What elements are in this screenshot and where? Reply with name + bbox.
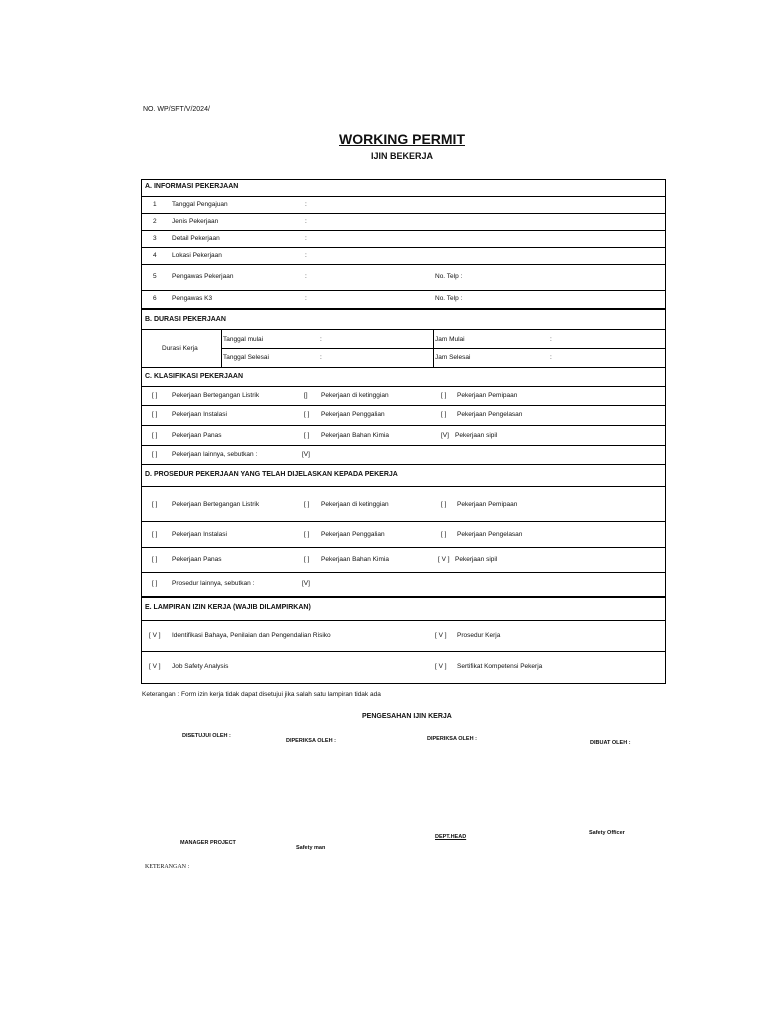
field-colon: : [550,336,552,343]
checkbox-mark[interactable]: [ V ] [149,632,161,639]
made-by-label: DIBUAT OLEH : [590,740,631,746]
section-e-heading: E. LAMPIRAN IZIN KERJA (WAJIB DILAMPIRKAN) [145,604,311,611]
row-divider [141,572,666,573]
signer-dept-head: DEPT.HEAD [435,834,467,840]
section-divider [141,308,666,310]
checkbox-mark[interactable]: [] [304,392,308,399]
durasi-kerja-label: Durasi Kerja [162,345,198,352]
option-label-lainnya: Pekerjaan lainnya, sebutkan : [172,451,258,458]
row-divider [141,521,666,522]
row-divider [141,405,666,406]
row-divider [141,329,666,330]
option-label: Pekerjaan di ketinggian [321,392,389,399]
checkbox-mark[interactable]: [ V ] [438,556,450,563]
section-c-heading: C. KLASIFIKASI PEKERJAAN [145,373,244,380]
option-label: Pekerjaan Instalasi [172,531,227,538]
checkbox-mark[interactable]: [ ] [304,411,310,418]
row-divider [141,651,666,652]
option-label: Pekerjaan Pemipaan [457,392,518,399]
checkbox-mark[interactable]: [ ] [441,531,447,538]
checkbox-mark[interactable]: [ ] [152,392,158,399]
option-label: Pekerjaan sipil [455,556,498,563]
row-divider [141,464,666,465]
field-label-tanggal-pengajuan: Tanggal Pengajuan [172,201,228,208]
row-divider [141,425,666,426]
row-number: 6 [153,295,157,302]
attachment-label: Sertifikat Kompetensi Pekerja [457,663,543,670]
section-a-heading: A. INFORMASI PEKERJAAN [145,183,239,190]
field-label-tanggal-selesai: Tanggal Selesai [223,354,269,361]
checked-by-label: DIPERIKSA OLEH : [286,738,336,744]
field-label-tanggal-mulai: Tanggal mulai [223,336,264,343]
row-number: 3 [153,235,157,242]
other-value: [V] [302,451,310,458]
checkbox-mark[interactable]: [V] [441,432,449,439]
row-number: 1 [153,201,157,208]
row-divider [141,264,666,265]
other-value: [V] [302,580,310,587]
page-title: WORKING PERMIT [339,131,465,147]
signer-safety-man: Safety man [296,845,326,851]
field-label-jenis-pekerjaan: Jenis Pekerjaan [172,218,219,225]
option-label: Pekerjaan sipil [455,432,498,439]
option-label-lainnya: Prosedur lainnya, sebutkan : [172,580,255,587]
option-label: Pekerjaan Penggalian [321,531,385,538]
checkbox-mark[interactable]: [ ] [152,411,158,418]
column-divider [433,329,434,367]
field-colon: : [305,273,307,280]
field-label-detail-pekerjaan: Detail Pekerjaan [172,235,220,242]
checkbox-mark[interactable]: [ ] [304,556,310,563]
option-label: Pekerjaan Bertegangan Listrik [172,392,260,399]
document-number: NO. WP/SFT/V/2024/ [143,106,210,113]
column-divider [221,329,222,367]
option-label: Pekerjaan Bahan Kimia [321,556,389,563]
checkbox-mark[interactable]: [ ] [152,580,158,587]
field-colon: : [305,218,307,225]
option-label: Pekerjaan Pemipaan [457,501,518,508]
option-label: Pekerjaan Panas [172,432,222,439]
row-divider [141,445,666,446]
checkbox-mark[interactable]: [ ] [152,501,158,508]
option-label: Pekerjaan Pengelasan [457,411,523,418]
checked-by-label: DIPERIKSA OLEH : [427,736,477,742]
row-divider [141,247,666,248]
checkbox-mark[interactable]: [ ] [152,432,158,439]
option-label: Pekerjaan di ketinggian [321,501,389,508]
field-label-no-telp: No. Telp : [435,273,463,280]
field-colon: : [305,252,307,259]
checkbox-mark[interactable]: [ ] [304,531,310,538]
section-d-heading: D. PROSEDUR PEKERJAAN YANG TELAH DIJELASKAN KEPADA PEKERJA [145,471,398,478]
option-label: Pekerjaan Instalasi [172,411,227,418]
row-divider [141,196,666,197]
checkbox-mark[interactable]: [ ] [441,501,447,508]
row-divider [141,367,666,368]
option-label: Pekerjaan Bahan Kimia [321,432,389,439]
attachment-label: Prosedur Kerja [457,632,501,639]
checkbox-mark[interactable]: [ ] [152,531,158,538]
option-label: Pekerjaan Penggalian [321,411,385,418]
option-label: Pekerjaan Panas [172,556,222,563]
row-divider [141,486,666,487]
field-colon: : [305,295,307,302]
form-note: Keterangan : Form izin kerja tidak dapat disetujui jika salah satu lampiran tidak ada [142,691,381,698]
field-label-pengawas-k3: Pengawas K3 [172,295,213,302]
row-divider [141,547,666,548]
field-label-no-telp: No. Telp : [435,295,463,302]
approved-by-label: DISETUJUI OLEH : [182,733,231,739]
section-divider [141,596,666,598]
field-colon: : [320,354,322,361]
attachment-label: Job Safety Analysis [172,663,229,670]
attachment-label: Identifikasi Bahaya, Penilaian dan Pengendalian Risiko [172,632,331,639]
row-number: 2 [153,218,157,225]
signer-manager-project: MANAGER PROJECT [180,840,236,846]
checkbox-mark[interactable]: [ V ] [435,663,447,670]
checkbox-mark[interactable]: [ V ] [435,632,447,639]
checkbox-mark[interactable]: [ ] [152,556,158,563]
option-label: Pekerjaan Bertegangan Listrik [172,501,260,508]
footer-note: KETERANGAN : [145,864,190,870]
field-colon: : [305,201,307,208]
row-divider [221,348,666,349]
row-divider [141,290,666,291]
row-divider [141,386,666,387]
checkbox-mark[interactable]: [ ] [441,392,447,399]
approval-heading: PENGESAHAN IJIN KERJA [362,713,452,720]
row-divider [141,213,666,214]
checkbox-mark[interactable]: [ ] [304,501,310,508]
checkbox-mark[interactable]: [ V ] [149,663,161,670]
checkbox-mark[interactable]: [ ] [152,451,158,458]
field-label-pengawas-pekerjaan: Pengawas Pekerjaan [172,273,234,280]
field-label-jam-selesai: Jam Selesai [435,354,471,361]
field-colon: : [305,235,307,242]
section-b-heading: B. DURASI PEKERJAAN [145,316,226,323]
option-label: Pekerjaan Pengelasan [457,531,523,538]
row-divider [141,620,666,621]
checkbox-mark[interactable]: [ ] [441,411,447,418]
field-colon: : [550,354,552,361]
row-number: 5 [153,273,157,280]
signer-safety-officer: Safety Officer [589,830,625,836]
page-subtitle: IJIN BEKERJA [370,151,433,161]
checkbox-mark[interactable]: [ ] [304,432,310,439]
field-colon: : [320,336,322,343]
field-label-lokasi-pekerjaan: Lokasi Pekerjaan [172,252,222,259]
field-label-jam-mulai: Jam Mulai [435,336,465,343]
row-number: 4 [153,252,157,259]
row-divider [141,230,666,231]
